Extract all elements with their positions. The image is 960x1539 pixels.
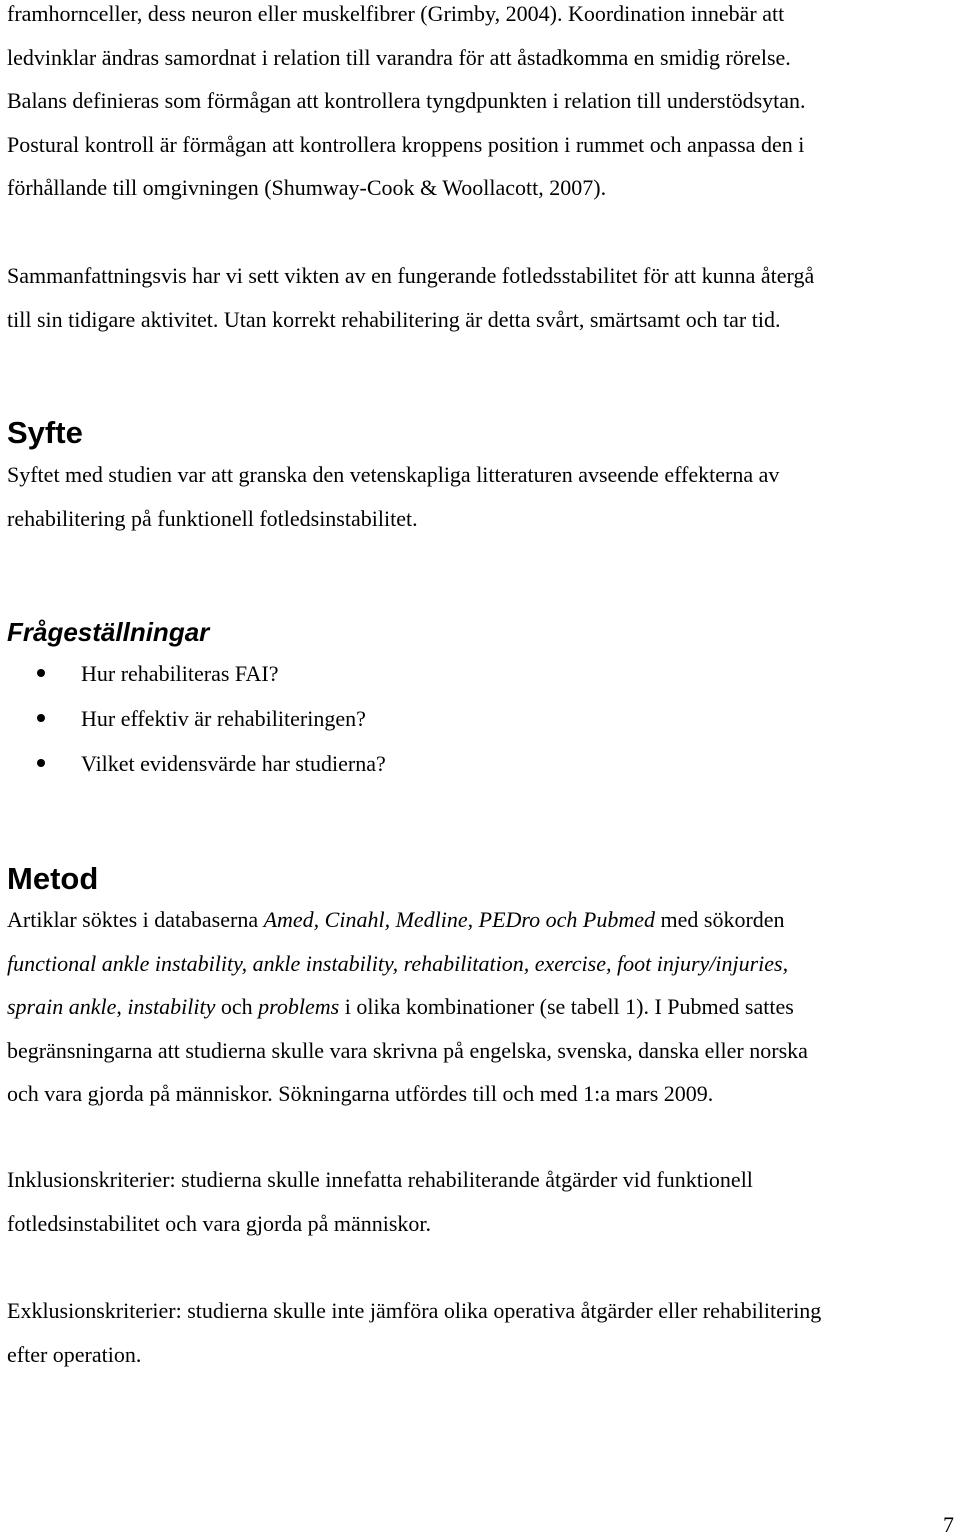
intro-line-1: framhornceller, dess neuron eller muskelfibrer (Grimby, 2004). Koordination innebär att bbox=[7, 1, 785, 26]
list-item-text: Vilket evidensvärde har studierna? bbox=[81, 751, 386, 776]
summary-line-1: Sammanfattningsvis har vi sett vikten av en fungerande fotledsstabilitet för att kunna återgå bbox=[7, 263, 815, 288]
exklusion-paragraph bbox=[7, 1289, 952, 1376]
list-item-text: Hur effektiv är rehabiliteringen? bbox=[81, 706, 366, 731]
metod-paragraph bbox=[7, 898, 952, 1116]
syfte-line-1: Syftet med studien var att granska den vetenskapliga litteraturen avseende effekterna av bbox=[7, 462, 780, 487]
bullet-icon bbox=[37, 714, 45, 722]
inklusion-line-2: fotledsinstabilitet och vara gjorda på människor. bbox=[7, 1210, 432, 1236]
inklusion-paragraph bbox=[7, 1158, 952, 1245]
syfte-heading: Syfte bbox=[7, 415, 83, 450]
list-item bbox=[7, 741, 907, 786]
search-terms: functional ankle instability, ankle instability, rehabilitation, exercise, foot injury/injuries, bbox=[7, 950, 789, 976]
fragestallningar-heading: Frågeställningar bbox=[7, 617, 210, 647]
search-term: instability bbox=[127, 994, 216, 1019]
summary-paragraph bbox=[7, 254, 952, 341]
fragestallningar-list bbox=[7, 651, 907, 786]
metod-line-3 bbox=[7, 985, 952, 1029]
list-item-text: Hur rehabiliteras FAI? bbox=[81, 661, 279, 686]
metod-text: Artiklar söktes i databaserna bbox=[7, 907, 264, 932]
intro-line-5: förhållande till omgivningen (Shumway-Cook & Woollacott, 2007). bbox=[7, 175, 607, 200]
search-term: sprain ankle bbox=[7, 994, 117, 1019]
metod-line-4: begränsningarna att studierna skulle vara skrivna på engelska, svenska, danska eller norska bbox=[7, 1037, 808, 1063]
metod-heading: Metod bbox=[7, 861, 99, 896]
intro-line-4: Postural kontroll är förmågan att kontrollera kroppens position i rummet och anpassa den i bbox=[7, 131, 805, 157]
search-term: problems bbox=[258, 994, 340, 1019]
summary-line-2: till sin tidigare aktivitet. Utan korrekt rehabilitering är detta svårt, smärtsamt och tar tid. bbox=[7, 306, 781, 332]
intro-line-2: ledvinklar ändras samordnat i relation till varandra för att åstadkomma en smidig rörelse. bbox=[7, 44, 791, 70]
page-number: 7 bbox=[943, 1512, 954, 1537]
intro-paragraph bbox=[7, 0, 952, 210]
metod-text: och bbox=[215, 994, 259, 1019]
metod-text: , bbox=[116, 994, 128, 1019]
list-item bbox=[7, 696, 907, 741]
metod-line-5: och vara gjorda på människor. Sökningarna utfördes till och med 1:a mars 2009. bbox=[7, 1081, 714, 1106]
bullet-icon bbox=[37, 759, 45, 767]
database-names: Amed, Cinahl, Medline, PEDro och Pubmed bbox=[263, 907, 656, 932]
metod-line-2 bbox=[7, 942, 952, 986]
syfte-paragraph bbox=[7, 453, 952, 540]
intro-line-3: Balans definieras som förmågan att kontrollera tyngdpunkten i relation till understödsytan. bbox=[7, 88, 806, 113]
list-item bbox=[7, 651, 907, 696]
syfte-line-2: rehabilitering på funktionell fotledsinstabilitet. bbox=[7, 505, 418, 531]
metod-text: med sökorden bbox=[655, 907, 785, 932]
metod-line-1 bbox=[7, 898, 952, 942]
exklusion-line-1: Exklusionskriterier: studierna skulle inte jämföra olika operativa åtgärder eller rehabilitering bbox=[7, 1298, 822, 1323]
metod-text: i olika kombinationer (se tabell 1). I Pubmed sattes bbox=[339, 994, 794, 1019]
inklusion-line-1: Inklusionskriterier: studierna skulle innefatta rehabiliterande åtgärder vid funktionell bbox=[7, 1167, 753, 1192]
bullet-icon bbox=[37, 669, 45, 677]
exklusion-line-2: efter operation. bbox=[7, 1341, 142, 1367]
